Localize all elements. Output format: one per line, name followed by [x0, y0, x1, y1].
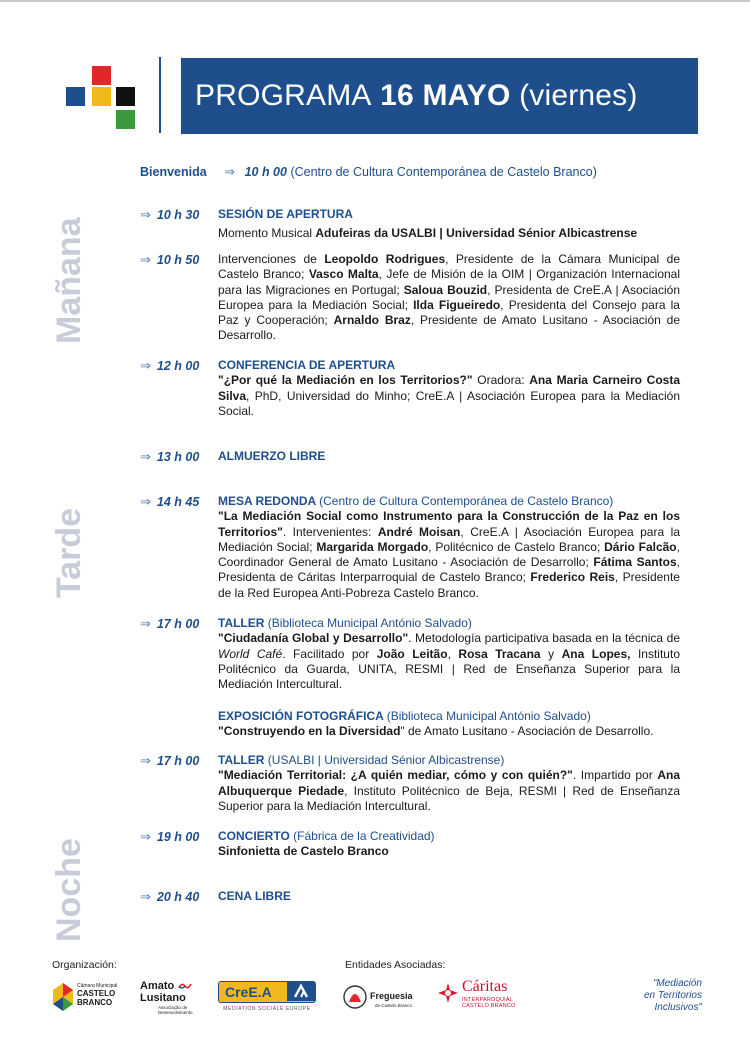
event-place: (Biblioteca Municipal António Salvado) [386, 709, 591, 723]
event-title: SESIÓN DE APERTURA [218, 207, 353, 221]
organization-label: Organización: [52, 959, 117, 971]
title-prefix: PROGRAMA [195, 79, 372, 112]
event-time: 19 h 00 [156, 830, 200, 844]
arrow-right-icon: ⇒ [140, 829, 151, 844]
section-night: Noche [50, 838, 88, 942]
title-date: 16 MAYO [380, 79, 511, 112]
arrow-right-icon: ⇒ [140, 753, 151, 768]
event-bold: Adufeiras da USALBI | Universidad Sénior Albicastrense [315, 226, 638, 241]
event-title: MESA REDONDA [218, 494, 316, 508]
creea-logo: CreE.A MEDIATION SOCIALE EUROPE [218, 981, 318, 1015]
arrow-right-icon: ⇒ [140, 252, 151, 267]
title-suffix: (viernes) [519, 79, 638, 112]
logo-divider [159, 57, 161, 133]
event-time: 14 h 45 [156, 495, 200, 509]
welcome-row [140, 164, 597, 180]
slogan-quote: "Mediación en Territorios Inclusivos" [644, 978, 702, 1013]
event-text: Momento Musical [218, 226, 313, 241]
associated-entities-label: Entidades Asociadas: [345, 959, 446, 971]
event-title: CONFERENCIA DE APERTURA [218, 358, 396, 372]
event-time: 10 h 30 [156, 208, 200, 222]
event-time: 12 h 00 [156, 359, 200, 373]
event-place: (Fábrica de la Creatividad) [293, 829, 435, 843]
top-border [0, 0, 750, 2]
arrow-right-icon: ⇒ [140, 616, 151, 631]
event-title: CONCIERTO [218, 829, 290, 843]
event-place: (USALBI | Universidad Sénior Albicastrense) [267, 753, 505, 767]
arrow-right-icon: ⇒ [224, 164, 236, 179]
event-time: 10 h 50 [156, 253, 200, 267]
arrow-right-icon: ⇒ [140, 207, 151, 222]
section-afternoon: Tarde [50, 507, 88, 598]
event-title: CENA LIBRE [218, 889, 291, 903]
event-time: 17 h 00 [156, 617, 200, 631]
welcome-time: 10 h 00 [244, 165, 287, 179]
welcome-place: (Centro de Cultura Contemporánea de Castelo Branco) [290, 165, 597, 179]
arrow-right-icon: ⇒ [140, 358, 151, 373]
event-title: TALLER [218, 616, 265, 630]
event-time: 20 h 40 [156, 890, 200, 904]
event-place: (Biblioteca Municipal António Salvado) [267, 616, 472, 630]
freguesia-logo: Freguesia de Castelo Branco [343, 978, 418, 1018]
welcome-label: Bienvenida [140, 165, 207, 179]
arrow-right-icon: ⇒ [140, 449, 151, 464]
section-morning: Mañana [50, 217, 88, 344]
event-time: 17 h 00 [156, 754, 200, 768]
event-title: EXPOSICIÓN FOTOGRÁFICA [218, 709, 384, 723]
arrow-right-icon: ⇒ [140, 494, 151, 509]
amato-lusitano-logo: Amato Lusitano Associação de Desenvolvimento [140, 980, 193, 1015]
event-title: TALLER [218, 753, 265, 767]
caritas-logo: Cáritas INTERPAROQUIAL CASTELO BRANCO [437, 978, 532, 1014]
castelo-branco-logo: Câmara Municipal CASTELO BRANCO [52, 980, 124, 1016]
program-logo [66, 66, 142, 130]
arrow-right-icon: ⇒ [140, 889, 151, 904]
event-time: 13 h 00 [156, 450, 200, 464]
event-title: ALMUERZO LIBRE [218, 449, 326, 463]
page-title-banner [181, 58, 698, 134]
event-place: (Centro de Cultura Contemporánea de Castelo Branco) [319, 494, 614, 508]
